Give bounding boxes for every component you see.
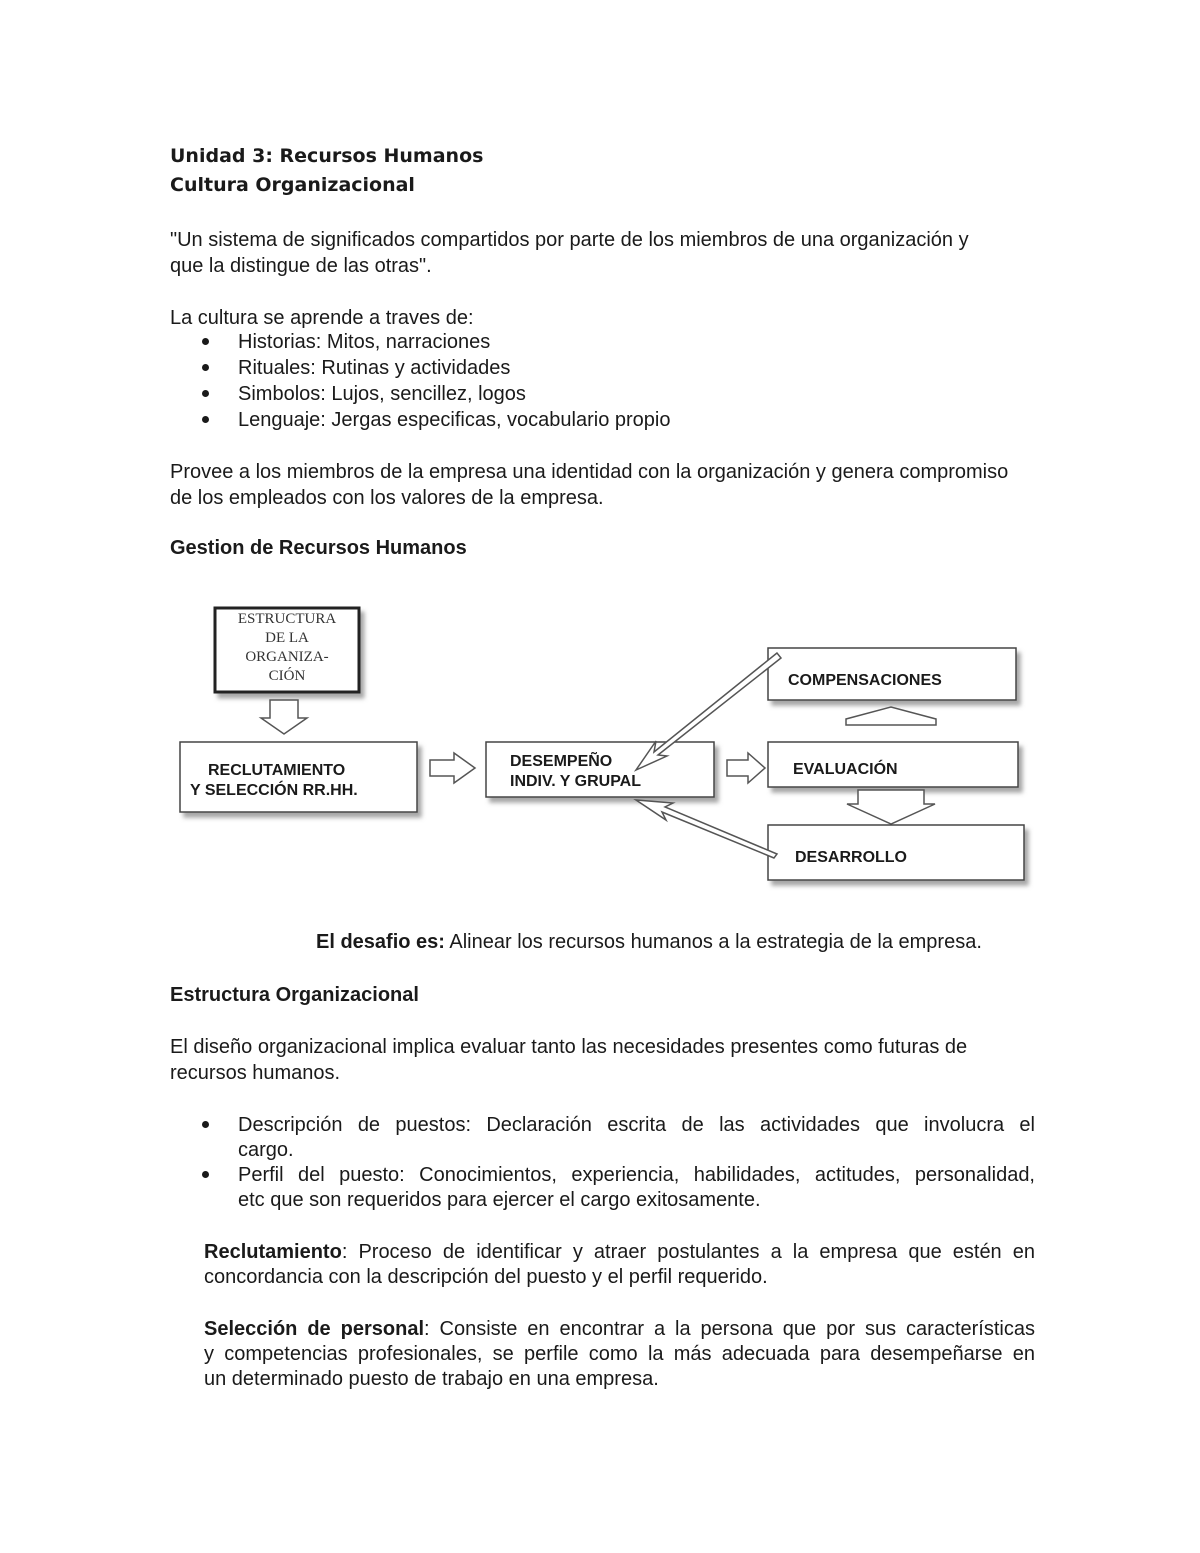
compensaciones-label: COMPENSACIONES <box>788 672 942 689</box>
hr-management-diagram <box>170 600 1040 900</box>
evaluacion-label: EVALUACIÓN <box>793 761 898 778</box>
reclutamiento-box <box>180 742 417 812</box>
section-title-cultura: Cultura Organizacional <box>170 174 415 196</box>
desafio-line <box>316 929 982 955</box>
bullet-icon <box>202 1171 209 1178</box>
bullet-icon <box>202 390 209 397</box>
estructura-label: ESTRUCTURA <box>237 611 337 627</box>
reclutamiento-line-1 <box>204 1239 1035 1265</box>
learning-item: Historias: Mitos, narraciones <box>238 331 491 353</box>
puesto-item-line-2: cargo. <box>238 1139 294 1161</box>
estructura-line-2: recursos humanos. <box>170 1062 341 1084</box>
bullet-icon <box>202 364 209 371</box>
seleccion-line-3: un determinado puesto de trabajo en una empresa. <box>204 1368 659 1390</box>
seleccion-term: Selección de personal <box>204 1318 424 1340</box>
provides-line-2: de los empleados con los valores de la empresa. <box>170 487 604 509</box>
document-title: Unidad 3: Recursos Humanos <box>170 145 484 167</box>
down-arrow-icon <box>261 700 307 734</box>
learning-item: Simbolos: Lujos, sencillez, logos <box>238 383 526 405</box>
seleccion-line-2: y competencias profesionales, se perfile como la más adecuada para desempeñarse en <box>204 1343 1035 1365</box>
seleccion-def: : Consiste en encontrar a la persona que por sus características <box>424 1318 1035 1340</box>
perfil-item-line-2: etc que son requeridos para ejercer el cargo exitosamente. <box>238 1189 761 1211</box>
desafio-text: Alinear los recursos humanos a la estrategia de la empresa. <box>444 931 982 953</box>
estructura-label: ORGANIZA- <box>245 649 329 665</box>
bullet-icon <box>202 338 209 345</box>
reclutamiento-label: RECLUTAMIENTO <box>208 762 346 779</box>
desempeno-box <box>486 742 714 797</box>
desempeno-label: INDIV. Y GRUPAL <box>510 773 641 790</box>
definition-line-2: que la distingue de las otras". <box>170 255 432 277</box>
right-arrow-icon <box>727 753 765 783</box>
estructura-label: DE LA <box>265 630 309 646</box>
provides-line-1: Provee a los miembros de la empresa una identidad con la organización y genera compromiso <box>170 461 1009 483</box>
definition-line-1: "Un sistema de significados compartidos por parte de los miembros de una organización y <box>170 229 969 251</box>
learning-intro: La cultura se aprende a traves de: <box>170 307 474 329</box>
diagonal-arrow-icon <box>636 800 777 858</box>
desarrollo-box <box>768 825 1024 880</box>
desempeno-label: DESEMPEÑO <box>510 753 613 770</box>
up-arrow-icon <box>846 707 936 725</box>
desafio-label: El desafio es: <box>316 931 445 953</box>
perfil-item-line-1: Perfil del puesto: Conocimientos, experiencia, habilidades, actitudes, personalidad, <box>238 1164 1035 1186</box>
reclutamiento-def: : Proceso de identificar y atraer postulantes a la empresa que estén en <box>341 1241 1035 1263</box>
seleccion-line-1 <box>204 1316 1035 1342</box>
learning-item: Lenguaje: Jergas especificas, vocabulario propio <box>238 409 671 431</box>
estructura-label: CIÓN <box>268 668 306 684</box>
reclutamiento-term: Reclutamiento <box>204 1241 342 1263</box>
learning-item: Rituales: Rutinas y actividades <box>238 357 511 379</box>
down-arrow-icon <box>847 790 935 824</box>
desarrollo-label: DESARROLLO <box>795 849 907 866</box>
bullet-icon <box>202 1121 209 1128</box>
puesto-item-line-1: Descripción de puestos: Declaración escrita de las actividades que involucra el <box>238 1114 1035 1136</box>
gestion-heading: Gestion de Recursos Humanos <box>170 537 467 559</box>
estructura-heading: Estructura Organizacional <box>170 984 419 1006</box>
estructura-box <box>215 608 359 692</box>
bullet-icon <box>202 416 209 423</box>
reclutamiento-label: Y SELECCIÓN RR.HH. <box>190 782 358 799</box>
reclutamiento-line-2: concordancia con la descripción del puesto y el perfil requerido. <box>204 1266 768 1288</box>
estructura-line-1: El diseño organizacional implica evaluar tanto las necesidades presentes como futuras de <box>170 1036 968 1058</box>
compensaciones-box <box>768 648 1016 700</box>
right-arrow-icon <box>430 753 475 783</box>
evaluacion-box <box>768 742 1018 787</box>
